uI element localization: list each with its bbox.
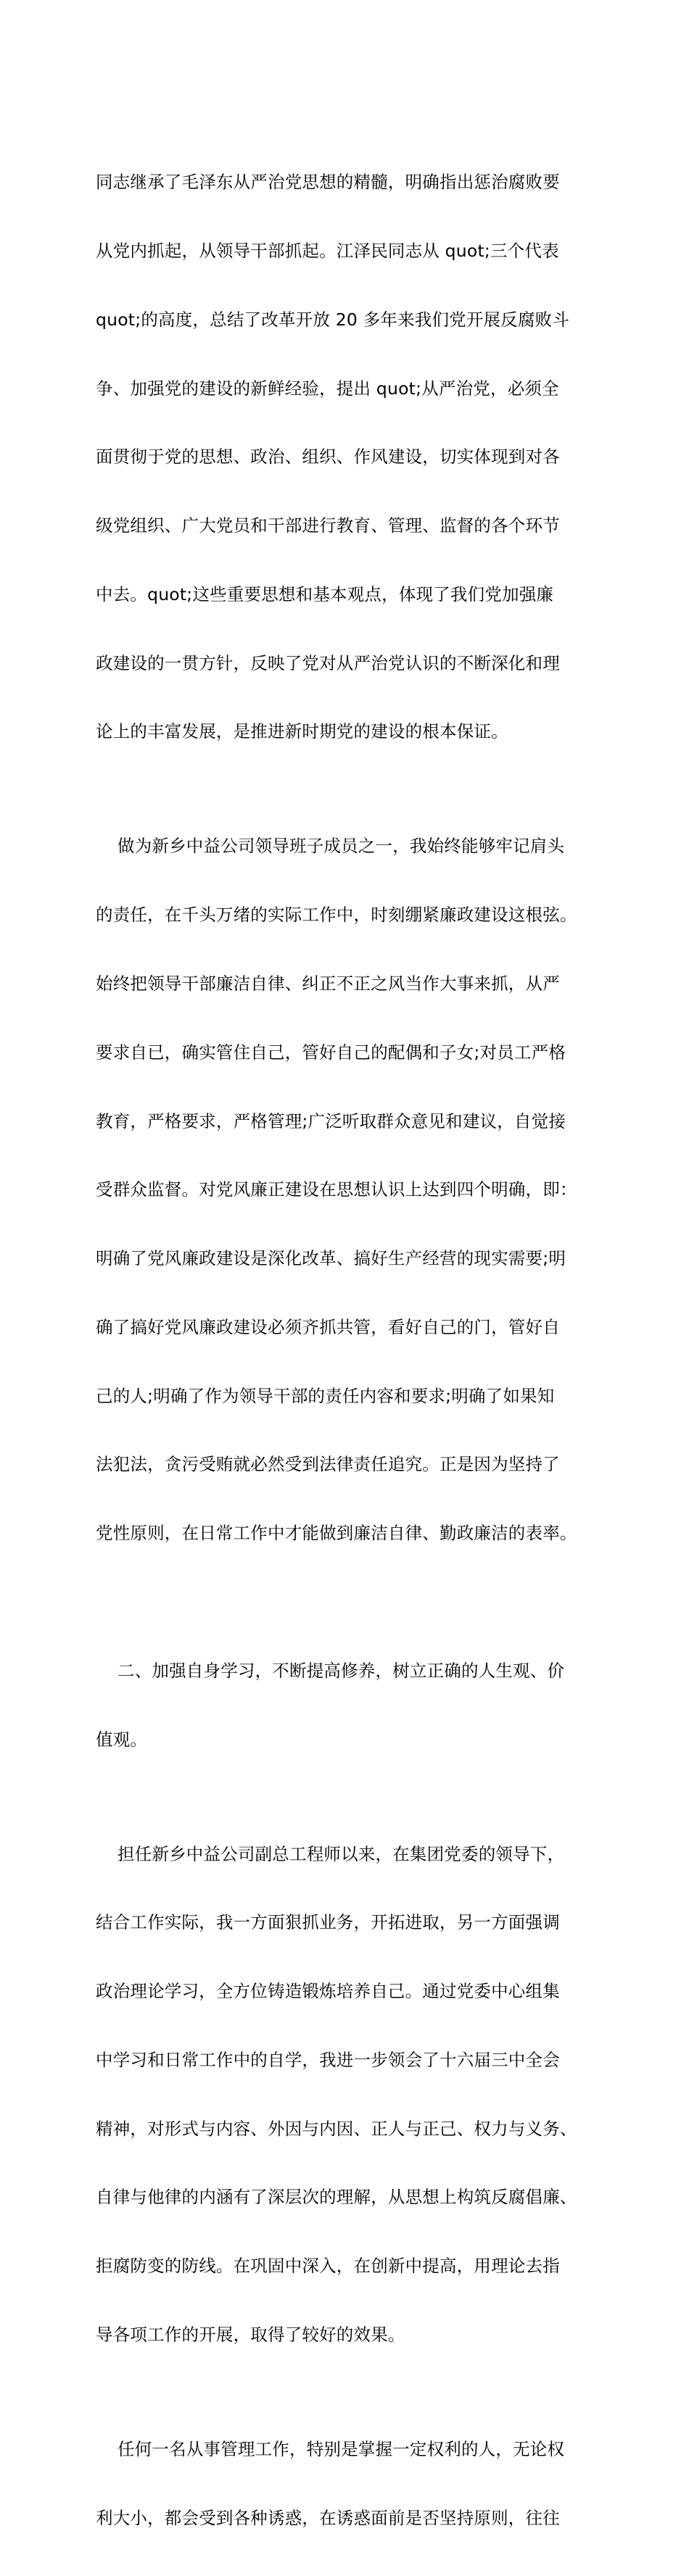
text-line: 己的人;明确了作为领导干部的责任内容和要求;明确了如果知 [96,1385,555,1406]
text-line: 法犯法，贪污受贿就必然受到法律责任追究。正是因为坚持了 [96,1454,560,1475]
text-line: 精神，对形式与内容、外因与内因、正人与正己、权力与义务、 [96,2118,577,2139]
text-line: 教育，严格要求，严格管理;广泛听取群众意见和建议，自觉接 [96,1110,566,1131]
text-line: 导各项工作的开展，取得了较好的效果。 [96,2324,405,2345]
heading-line: 二、加强自身学习，不断提高修养，树立正确的人生观、价 [117,1660,565,1681]
section-heading [96,1614,603,1798]
paragraph-self-study [96,1797,603,2392]
text-line: 政治理论学习，全方位铸造锻炼培养自己。通过党委中心组集 [96,1981,560,2002]
text-line: quot;的高度，总结了改革开放 20 多年来我们党开展反腐败斗 [96,309,570,330]
paragraph-temptation [96,2393,603,2576]
text-line: 结合工作实际，我一方面狠抓业务，开拓进取，另一方面强调 [96,1912,560,1933]
text-line: 确了搞好党风廉政建设必须齐抓共管，看好自己的门，管好自 [96,1316,560,1337]
text-line: 明确了党风廉政建设是深化改革、搞好生产经营的现实需要;明 [96,1248,566,1269]
text-line: 从党内抓起，从领导干部抓起。江泽民同志从 quot;三个代表 [96,240,559,261]
text-line: 受群众监督。对党风廉正建设在思想认识上达到四个明确，即： [96,1179,577,1200]
text-line: 中学习和日常工作中的自学，我进一步领会了十六届三中全会 [96,2049,560,2070]
text-line: 自律与他律的内涵有了深层次的理解，从思想上构筑反腐倡廉、 [96,2187,577,2208]
text-line: 任何一名从事管理工作，特别是掌握一定权利的人，无论权 [117,2438,565,2459]
text-line: 论上的丰富发展，是推进新时期党的建设的根本保证。 [96,721,508,742]
text-line: 同志继承了毛泽东从严治党思想的精髓，明确指出惩治腐败要 [96,172,560,193]
text-line: 级党组织、广大党员和干部进行教育、管理、监督的各个环节 [96,515,560,536]
text-line: 拒腐防变的防线。在巩固中深入，在创新中提高，用理论去指 [96,2256,560,2277]
document-body [96,125,603,2576]
text-line: 争、加强党的建设的新鲜经验，提出 quot;从严治党，必须全 [96,378,559,399]
text-line: 政建设的一贯方针，反映了党对从严治党认识的不断深化和理 [96,652,560,673]
text-line: 做为新乡中益公司领导班子成员之一，我始终能够牢记肩头 [117,836,565,857]
text-line: 利大小，都会受到各种诱惑，在诱惑面前是否坚持原则，往往 [96,2507,560,2528]
text-line: 始终把领导干部廉洁自律、纠正不正之风当作大事来抓，从严 [96,973,560,994]
text-line: 要求自已，确实管住自己，管好自己的配偶和子女;对员工严格 [96,1042,566,1063]
paragraph-party-discipline [96,125,603,789]
blank-line [96,1591,603,1614]
text-line: 中去。quot;这些重要思想和基本观点，体现了我们党加强廉 [96,583,554,604]
text-line: 的责任，在千头万绪的实际工作中，时刻绷紧廉政建设这根弦。 [96,905,577,926]
text-line: 担任新乡中益公司副总工程师以来，在集团党委的领导下， [117,1843,565,1864]
text-line: 面贯彻于党的思想、政治、组织、作风建设，切实体现到对各 [96,446,560,468]
text-line: 党性原则，在日常工作中才能做到廉洁自律、勤政廉洁的表率。 [96,1523,577,1544]
paragraph-leadership-responsibility [96,789,603,1591]
heading-line: 值观。 [96,1729,148,1750]
